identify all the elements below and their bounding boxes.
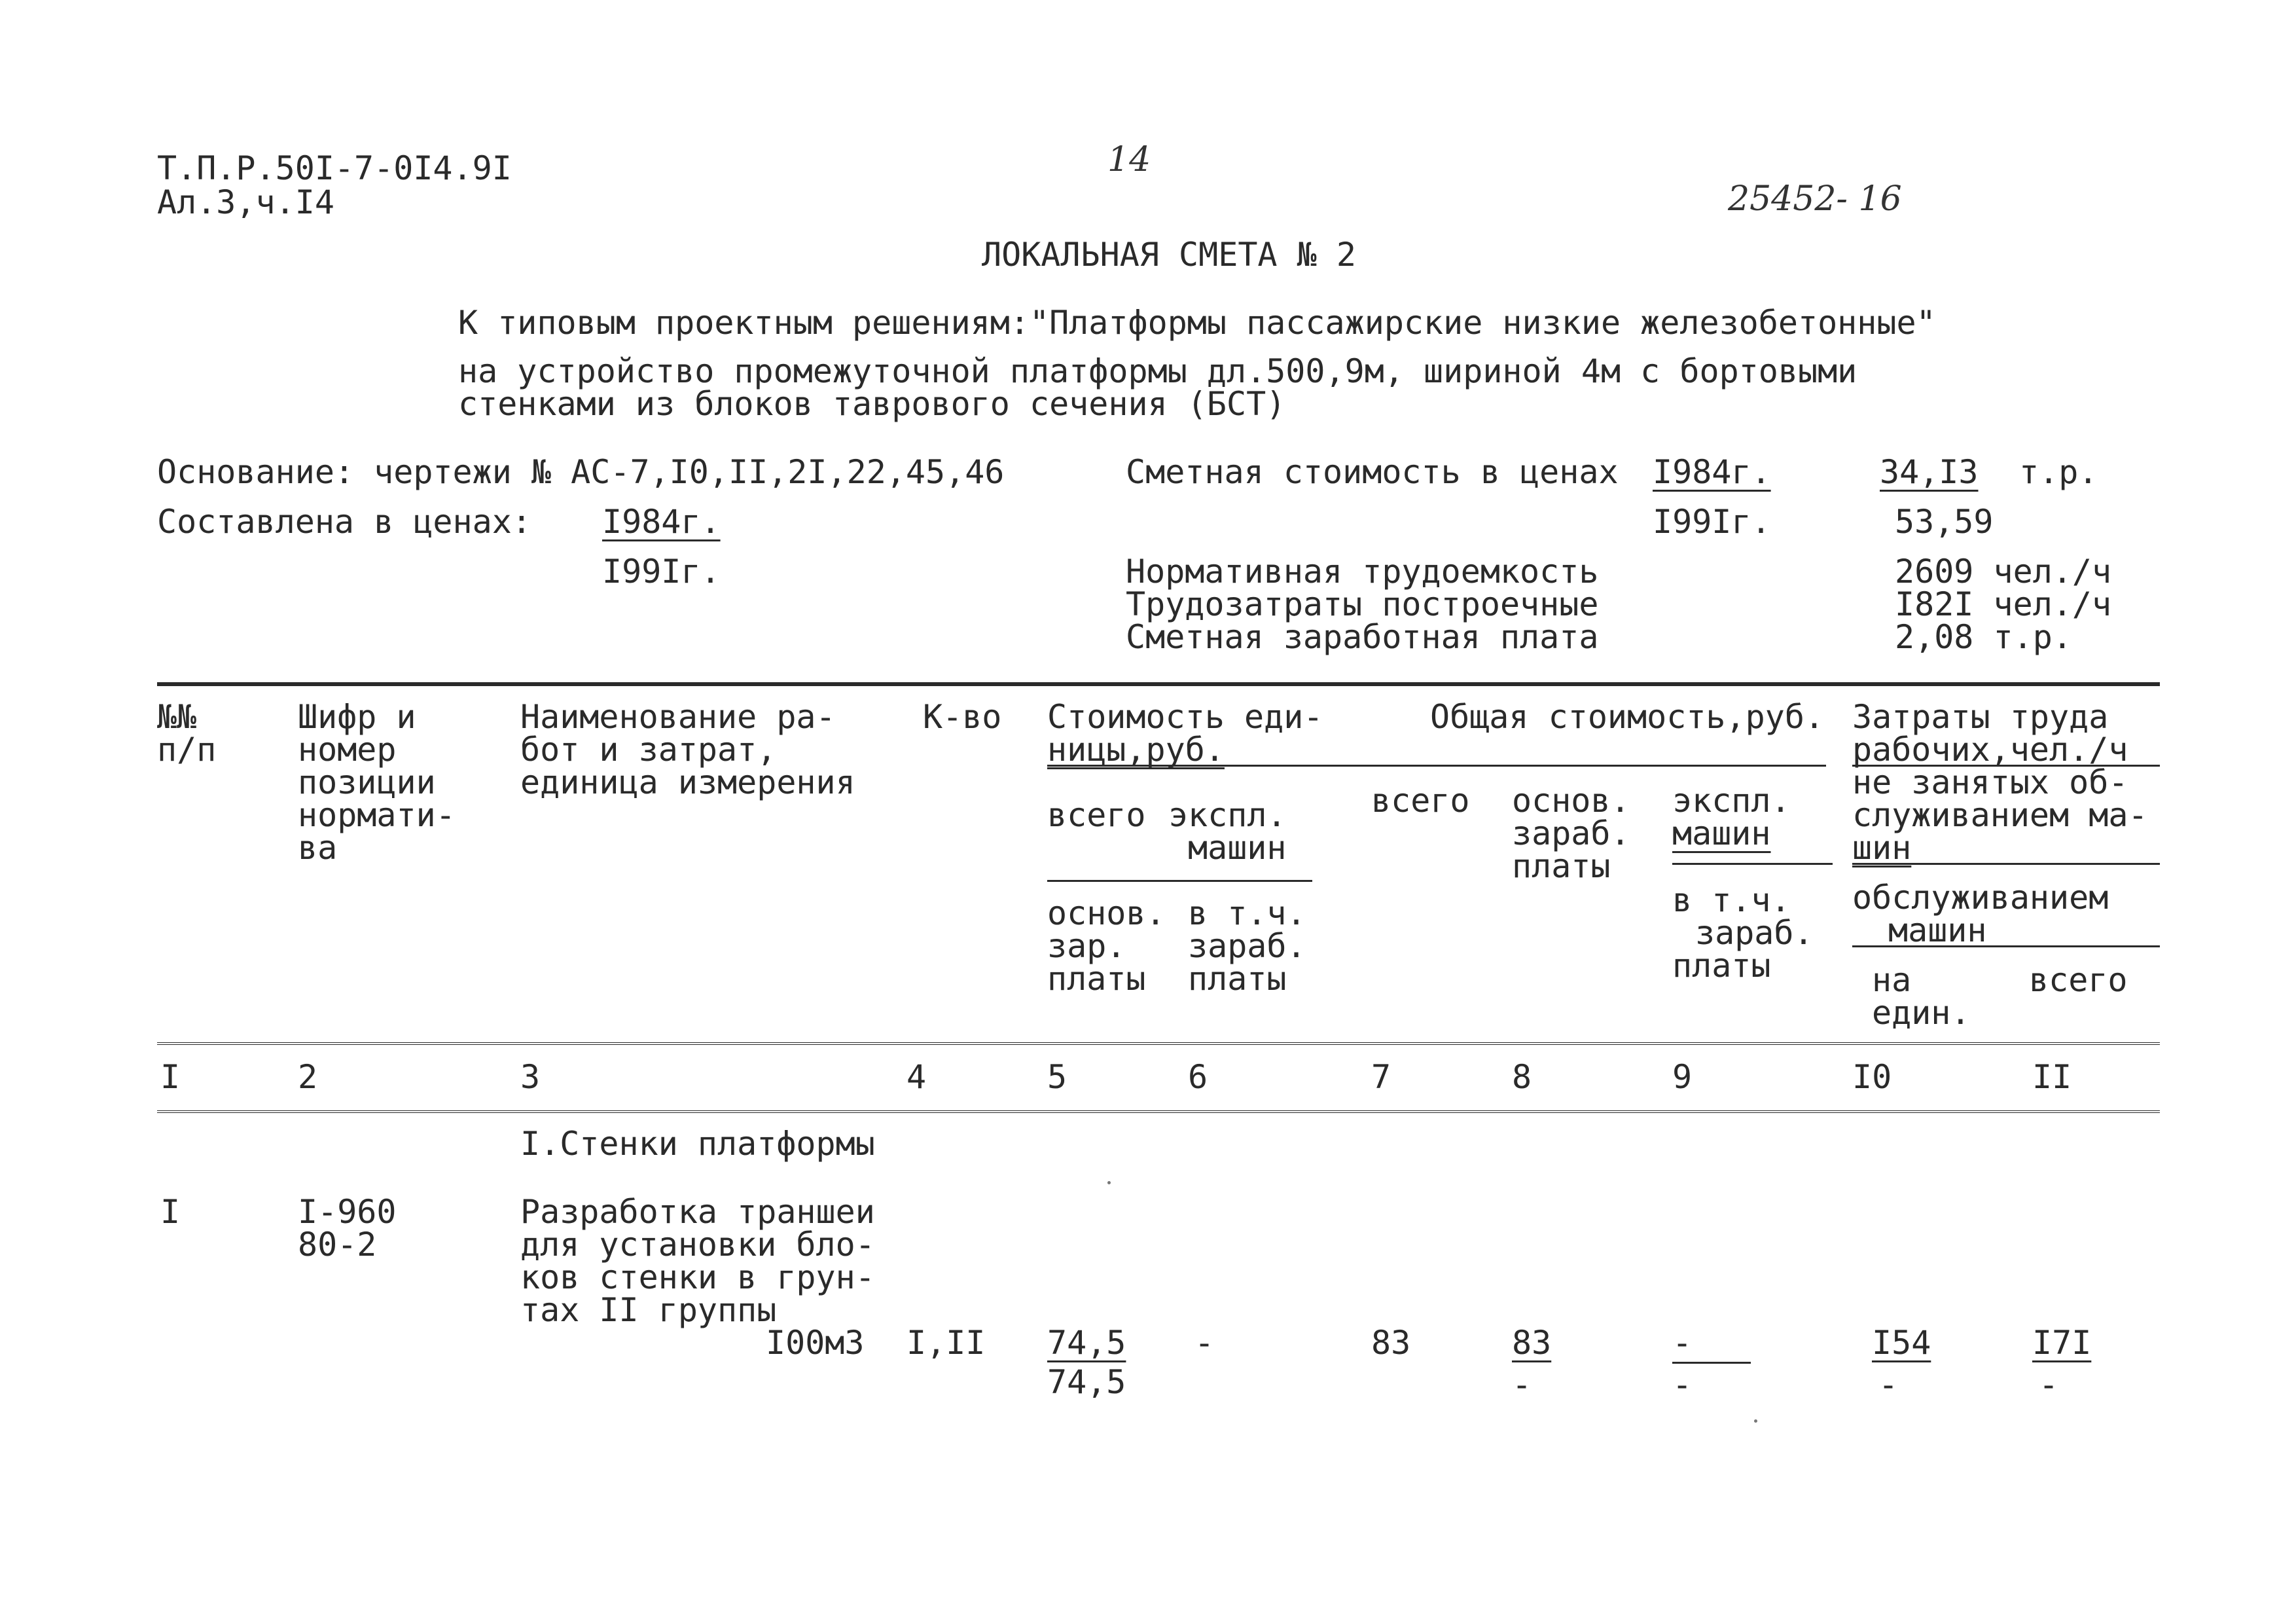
wage-label: Сметная заработная плата	[1126, 618, 1599, 656]
col2-header-a: Шифр и	[298, 698, 416, 736]
row-unit: I00м3	[766, 1324, 865, 1362]
document-heading: ЛОКАЛЬНАЯ СМЕТА № 2	[982, 236, 1356, 274]
col2-header-b: номер	[298, 731, 397, 769]
compiled-label: Составлена в ценах:	[157, 503, 531, 541]
row-quantity: I,II	[906, 1324, 986, 1362]
page-number: 14	[1107, 140, 1151, 179]
col3-header-c: единица измерения	[520, 763, 855, 801]
labor-total-header: всего	[2029, 961, 2128, 999]
labor-norm-label: Нормативная трудоемкость	[1126, 553, 1599, 591]
header-rule-unit-cost	[1047, 880, 1312, 882]
column-number-1: I	[160, 1058, 181, 1096]
row-total-wage: 83	[1512, 1324, 1552, 1362]
project-code: Т.П.Р.50I-7-0I4.9I	[157, 149, 512, 187]
col1-header-a: №№	[157, 698, 197, 736]
unit-cost-incl-header-a: в т.ч.	[1188, 894, 1306, 932]
cost-value-1991: 53,59	[1895, 503, 1994, 541]
wage-value: 2,08 т.р.	[1895, 618, 2072, 656]
labor-unit-header-a: на	[1872, 961, 1912, 999]
column-number-3: 3	[520, 1058, 541, 1096]
labor-header-d: служиванием ма-	[1852, 796, 2148, 834]
row-total-mach: -	[1672, 1324, 1693, 1362]
row-labor-total-sub: -	[2039, 1366, 2059, 1404]
total-cost-mach-header-b: машин	[1672, 814, 1771, 852]
row-code-b: 80-2	[298, 1226, 377, 1264]
labor-header-c: не занятых об-	[1852, 763, 2128, 801]
column-numbers-rule	[157, 1110, 2160, 1113]
labor-header-a: Затраты труда	[1852, 698, 2109, 736]
column-number-7: 7	[1371, 1058, 1391, 1096]
column-number-8: 8	[1512, 1058, 1532, 1096]
row-labor-unit-sub: -	[1878, 1366, 1899, 1404]
cost-year-1984: I984г.	[1653, 453, 1771, 491]
labor-norm-value: 2609 чел./ч	[1895, 553, 2112, 591]
column-number-2: 2	[298, 1058, 318, 1096]
labor-site-label: Трудозатраты построечные	[1126, 585, 1599, 623]
row-total-wage-sub: -	[1512, 1366, 1532, 1404]
total-cost-incl-header-a: в т.ч.	[1672, 881, 1791, 919]
scan-speck	[1107, 1181, 1111, 1184]
compiled-year-1991: I99Iг.	[602, 553, 721, 591]
total-cost-header: Общая стоимость,руб.	[1430, 698, 1825, 736]
labor-site-value: I82I чел./ч	[1895, 585, 2112, 623]
cost-year-1991: I99Iг.	[1653, 503, 1771, 541]
unit-cost-incl-header-b: зараб.	[1188, 927, 1306, 965]
row-name-a: Разработка траншеи	[520, 1193, 875, 1231]
table-top-rule	[157, 682, 2160, 686]
total-cost-total-header: всего	[1371, 782, 1470, 820]
unit-cost-wage-header-b: зар.	[1047, 927, 1126, 965]
row-name-d: тах II группы	[520, 1291, 777, 1329]
total-cost-wage-header-c: платы	[1512, 847, 1611, 885]
col1-header-b: п/п	[157, 731, 217, 769]
estimated-cost-label: Сметная стоимость в ценах	[1126, 453, 1619, 491]
scan-speck	[1754, 1419, 1757, 1423]
column-number-4: 4	[906, 1058, 927, 1096]
compiled-year-1984: I984г.	[602, 503, 721, 541]
row-labor-total: I7I	[2032, 1324, 2092, 1362]
total-cost-incl-header-c: платы	[1672, 947, 1771, 985]
document-number: 25452- 16	[1728, 179, 1902, 219]
col2-header-e: ва	[298, 829, 338, 867]
row-unit-cost-wage: 74,5	[1047, 1363, 1126, 1401]
header-bottom-rule	[157, 1042, 2160, 1045]
basis-text: Основание: чертежи № АС-7,I0,II,2I,22,45,46	[157, 453, 1005, 491]
column-number-11: II	[2032, 1058, 2072, 1096]
total-cost-wage-header-b: зараб.	[1512, 814, 1630, 852]
title-line-2: на устройство промежуточной платформы дл.500,9м, шириной 4м с бортовыми	[458, 352, 1857, 390]
col2-header-c: позиции	[298, 763, 436, 801]
column-number-10: I0	[1852, 1058, 1892, 1096]
title-line-3: стенками из блоков таврового сечения (БСТ)	[458, 385, 1286, 423]
row-total-mach-sub: -	[1672, 1366, 1693, 1404]
col2-header-d: нормати-	[298, 796, 456, 834]
row-code-a: I-960	[298, 1193, 397, 1231]
labor-header-g: машин	[1888, 911, 1987, 949]
unit-cost-total-header: всего	[1047, 796, 1146, 834]
cost-value-1984: 34,I3	[1880, 453, 1979, 491]
labor-header-e: шин	[1852, 829, 1912, 867]
unit-cost-header-b: ницы,руб.	[1047, 731, 1225, 769]
unit-cost-wage-header-a: основ.	[1047, 894, 1166, 932]
unit-cost-mach-header-a: экспл.	[1168, 796, 1287, 834]
column-number-5: 5	[1047, 1058, 1067, 1096]
row-name-b: для установки бло-	[520, 1226, 875, 1264]
title-line-1: К типовым проектным решениям:"Платформы пассажирские низкие железобетонные"	[458, 304, 1936, 342]
unit-cost-header-a: Стоимость еди-	[1047, 698, 1323, 736]
row-unit-cost-mach: -	[1194, 1324, 1215, 1362]
total-cost-wage-header-a: основ.	[1512, 782, 1630, 820]
total-cost-incl-header-b: зараб.	[1695, 914, 1814, 952]
section-title: I.Стенки платформы	[520, 1125, 875, 1163]
row-total-mach-underline	[1672, 1362, 1751, 1364]
album-part: Ал.3,ч.I4	[157, 183, 334, 221]
unit-cost-incl-header-c: платы	[1188, 960, 1287, 998]
unit-cost-wage-header-c: платы	[1047, 960, 1146, 998]
total-cost-mach-header-a: экспл.	[1672, 782, 1791, 820]
col4-header: К-во	[923, 698, 1002, 736]
row-unit-cost-total: 74,5	[1047, 1324, 1126, 1362]
col3-header-b: бот и затрат,	[520, 731, 777, 769]
labor-header-f: обслуживанием	[1852, 879, 2109, 917]
labor-header-b: рабочих,чел./ч	[1852, 731, 2128, 769]
row-name-c: ков стенки в грун-	[520, 1258, 875, 1296]
column-number-6: 6	[1188, 1058, 1208, 1096]
row-total-cost: 83	[1371, 1324, 1411, 1362]
row-labor-unit: I54	[1872, 1324, 1931, 1362]
header-rule-mach	[1672, 863, 1833, 865]
cost-unit: т.р.	[2019, 453, 2098, 491]
row-number: I	[160, 1193, 181, 1231]
labor-unit-header-b: един.	[1872, 994, 1971, 1032]
unit-cost-mach-header-b: машин	[1188, 829, 1287, 867]
column-number-9: 9	[1672, 1058, 1693, 1096]
col3-header-a: Наименование ра-	[520, 698, 836, 736]
